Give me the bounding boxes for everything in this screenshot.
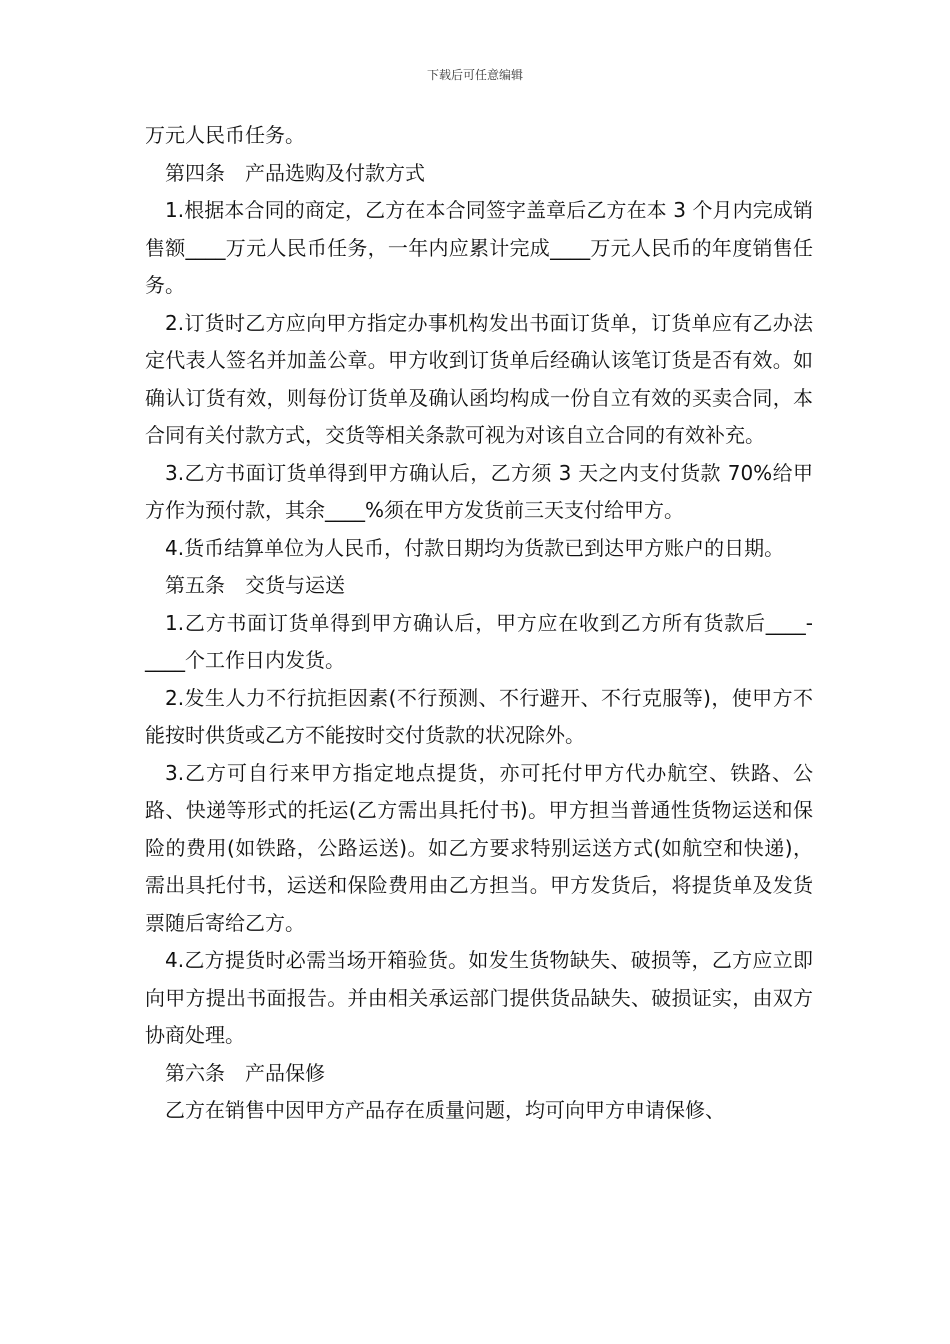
article-6-paragraph: 乙方在销售中因甲方产品存在质量问题，均可向甲方申请保修、 bbox=[165, 1098, 725, 1122]
page-header: 下载后可任意编辑 bbox=[426, 68, 523, 82]
article-5-clause-3: 3.乙方可自行来甲方指定地点提货，亦可托付甲方代办航空、铁路、公路、快递等形式的托运(乙方需出具托付书)。甲方担当普通性货物运送和保险的费用(如铁路，公路运送)。如乙方要求特别运送方式(如航空和快递)，需出具托付书，运送和保险费用由乙方担当。甲方发货后，将提货单及发货票随后寄给乙方。 bbox=[145, 760, 813, 935]
article-5-clause-4: 4.乙方提货时必需当场开箱验货。如发生货物缺失、破损等，乙方应立即向甲方提出书面报告。并由相关承运部门提供货品缺失、破损证实，由双方协商处理。 bbox=[145, 948, 813, 1047]
article-5-clause-2: 2.发生人力不行抗拒因素(不行预测、不行避开、不行克服等)，使甲方不能按时供货或乙方不能按时交付货款的状况除外。 bbox=[145, 685, 813, 747]
article-5-heading: 第五条 交货与运送 bbox=[165, 573, 345, 597]
article-4-heading: 第四条 产品选购及付款方式 bbox=[165, 160, 425, 185]
article-5-clause-1: 1.乙方书面订货单得到甲方确认后，甲方应在收到乙方所有货款后____-____个工作日内发货。 bbox=[145, 610, 813, 672]
article-4-clause-2: 2.订货时乙方应向甲方指定办事机构发出书面订货单，订货单应有乙办法定代表人签名并加盖公章。甲方收到订货单后经确认该笔订货是否有效。如确认订货有效，则每份订货单及确认函均构成一份自立有效的买卖合同，本合同有关付款方式，交货等相关条款可视为对该自立合同的有效补充。 bbox=[145, 310, 813, 447]
document-body bbox=[145, 117, 813, 1130]
article-4-clause-3: 3.乙方书面订货单得到甲方确认后，乙方须 3 天之内支付货款 70%给甲方作为预付款，其余____%须在甲方发货前三天支付给甲方。 bbox=[145, 460, 813, 522]
paragraph-1: 万元人民币任务。 bbox=[145, 123, 305, 147]
article-6-heading: 第六条 产品保修 bbox=[165, 1060, 325, 1085]
article-4-clause-1: 1.根据本合同的商定，乙方在本合同签字盖章后乙方在本 3 个月内完成销售额____万元人民币任务，一年内应累计完成____万元人民币的年度销售任务。 bbox=[145, 198, 813, 297]
article-4-clause-4: 4.货币结算单位为人民币，付款日期均为货款已到达甲方账户的日期。 bbox=[165, 535, 785, 560]
